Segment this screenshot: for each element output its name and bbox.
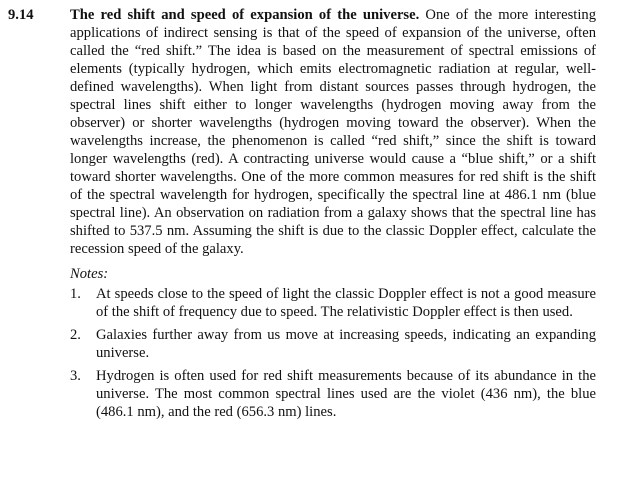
note-text: Galaxies further away from us move at increasing speeds, indicating an expanding universe. [96, 327, 596, 361]
note-item-3 [70, 367, 596, 421]
problem-9-14 [8, 6, 596, 258]
note-text: Hydrogen is often used for red shift measurements because of its abundance in the universe. The most common spectral lines used are the violet (436 nm), the blue (486.1 nm), and the red (656.3 nm) lines. [96, 368, 596, 420]
problem-title: The red shift and speed of expansion of the universe. [70, 7, 420, 23]
problem-text: One of the more interesting applications of indirect sensing is that of the speed of expansion of the universe, often called the “red shift.” The idea is based on the measurement of spectral emissions of elements (typically hydrogen, which emits electromagnetic radiation at regular, well-defined wavelengths). When light from distant sources passes through hydrogen, the spectral lines shift either to longer wavelengths (hydrogen moving away from the observer) or shorter wavelengths (hydrogen moving toward the observer). When the wavelengths increase, the phenomenon is called “red shift,” since the shift is toward longer wavelengths (red). A contracting universe would cause a “blue shift,” or a shift toward shorter wavelengths. One of the more common measures for red shift is the shift of the spectral wavelength for hydrogen, specifically the spectral line at 486.1 nm (blue spectral line). An observation on radiation from a galaxy shows that the spectral line has shifted to 537.5 nm. Assuming the shift is due to the classic Doppler effect, calculate the recession speed of the galaxy. [70, 7, 596, 257]
note-text: At speeds close to the speed of light the classic Doppler effect is not a good measure of the shift of frequency due to speed. The relativistic Doppler effect is then used. [96, 286, 596, 320]
notes-section [70, 265, 596, 421]
problem-body [70, 6, 596, 258]
note-number: 2. [70, 327, 81, 343]
notes-heading: Notes: [70, 266, 109, 282]
note-item-2 [70, 326, 596, 362]
note-number: 3. [70, 368, 81, 384]
problem-number: 9.14 [8, 7, 34, 23]
note-number: 1. [70, 286, 81, 302]
note-item-1 [70, 285, 596, 321]
notes-list [70, 285, 596, 421]
